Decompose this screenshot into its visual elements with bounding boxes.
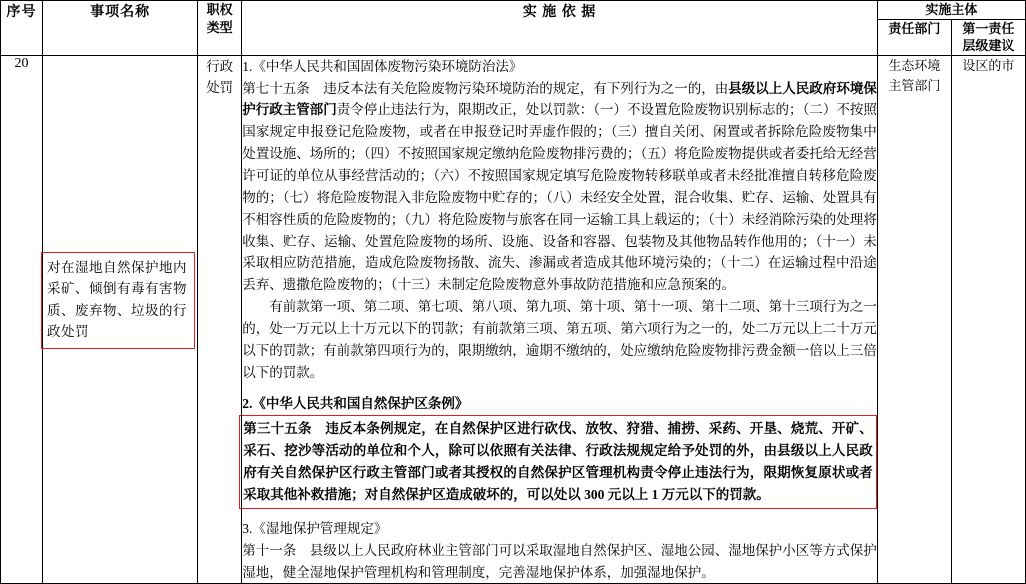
basis-item1-p1-part-a: 第七十五条 违反本法有关危险废物污染环境防治的规定，有下列行为之一的，由 (242, 80, 729, 96)
row-type-cell (198, 55, 242, 584)
basis-item2-highlight: 第三十五条 违反本条例规定，在自然保护区进行砍伐、放牧、狩猎、捕捞、采药、开垦、烧荒、开矿、采石、挖沙等活动的单位和个人，除可以依照有关法律、行政法规规定给予处罚的外，由县级以上人民政府有关自然保护区行政主管部门或者其授权的自然保护区管理机构责令停止违法行为，限期恢复原状或者采取其他补救措施；对自然保护区造成破坏的，可以处以 300 元以上 1 万元以下的罚款。 (239, 415, 877, 508)
basis-item1-title: 1.《中华人民共和国固体废物污染环境防治法》 (242, 58, 523, 74)
spacer-2 (242, 509, 877, 518)
header-type-line1: 职权 (206, 2, 233, 17)
basis-item1-paragraph2: 有前款第一项、第二项、第七项、第八项、第九项、第十项、第十一项、第十二项、第十三项行为之一的，处一万元以上十万元以下的罚款；有前款第三项、第五项、第六项行为之一的，处二万元以上二十万元以下的罚款；有前款第四项行为的，限期缴纳，逾期不缴纳的，处应缴纳危险废物排污费金额一倍以上三倍以下的罚款。 (242, 299, 877, 380)
row-basis-cell (242, 55, 878, 584)
row-type-line1: 行政 (206, 58, 234, 74)
row-seq: 20 (1, 55, 43, 584)
header-level-line2: 层级建议 (962, 38, 1015, 54)
header-type (198, 1, 242, 56)
basis-item2-title: 2.《中华人民共和国自然保护区条例》 (242, 395, 469, 411)
row-name-highlight: 对在湿地自然保护地内采矿、倾倒有毒有害物质、废弃物、垃圾的行政处罚 (41, 252, 195, 349)
row-dept-line1: 生态环境 (888, 57, 941, 73)
basis-item1-paragraph1 (242, 78, 877, 297)
header-level-line1: 第一责任 (962, 20, 1015, 36)
spacer-1 (242, 384, 877, 393)
header-level (951, 19, 1025, 55)
table-row (1, 55, 1026, 584)
row-type-line2: 处罚 (206, 80, 234, 96)
header-name: 事项名称 (43, 1, 198, 56)
header-seq: 序号 (1, 1, 43, 56)
basis-item1-p1-emphasis: 县级以上人民政府环境保护行政主管部门 (242, 80, 877, 118)
row-dept-line2: 主管部门 (888, 78, 941, 94)
header-basis: 实 施 依 据 (242, 1, 878, 56)
header-subject-group: 实施主体 (877, 1, 1025, 20)
header-dept: 责任部门 (877, 19, 951, 55)
basis-item3-title: 3.《湿地保护管理规定》 (242, 520, 388, 536)
header-type-line2: 类型 (206, 19, 233, 35)
row-level-cell: 设区的市 (951, 55, 1025, 584)
table-header-row (1, 1, 1026, 20)
row-name-cell (43, 55, 198, 584)
basis-item1-p1-part-b: 责令停止违法行为，限期改正，处以罚款：（一）不设置危险废物识别标志的；（二）不按照国家规定申报登记危险废物，或者在申报登记时弄虚作假的；（三）擅自关闭、闲置或者拆除危险废物集中处置设施、场所的；（四）不按照国家规定缴纳危险废物排污费的；（五）将危险废物提供或者委托给无经营许可证的单位从事经营活动的；（六）不按照国家规定填写危险废物转移联单或者未经批准擅自转移危险废物的；（七）将危险废物混入非危险废物中贮存的；（八）未经安全处置，混合收集、贮存、运输、处置具有不相容性质的危险废物的；（九）将危险废物与旅客在同一运输工具上载运的；（十）未经消除污染的处理将收集、贮存、运输、处置危险废物的场所、设施、设备和容器、包装物及其他物品转作他用的；（十一）未采取相应防范措施，造成危险废物扬散、流失、渗漏或者造成其他环境污染的；（十二）在运输过程中沿途丢弃、遗撒危险废物的；（十三）未制定危险废物意外事故防范措施和应急预案的。 (242, 102, 877, 293)
row-dept-cell (877, 55, 951, 584)
basis-item3-paragraph1: 第十一条 县级以上人民政府林业主管部门可以采取湿地自然保护区、湿地公园、湿地保护小区等方式保护湿地，健全湿地保护管理机构和管理制度，完善湿地保护体系，加强湿地保护。 (242, 542, 877, 580)
